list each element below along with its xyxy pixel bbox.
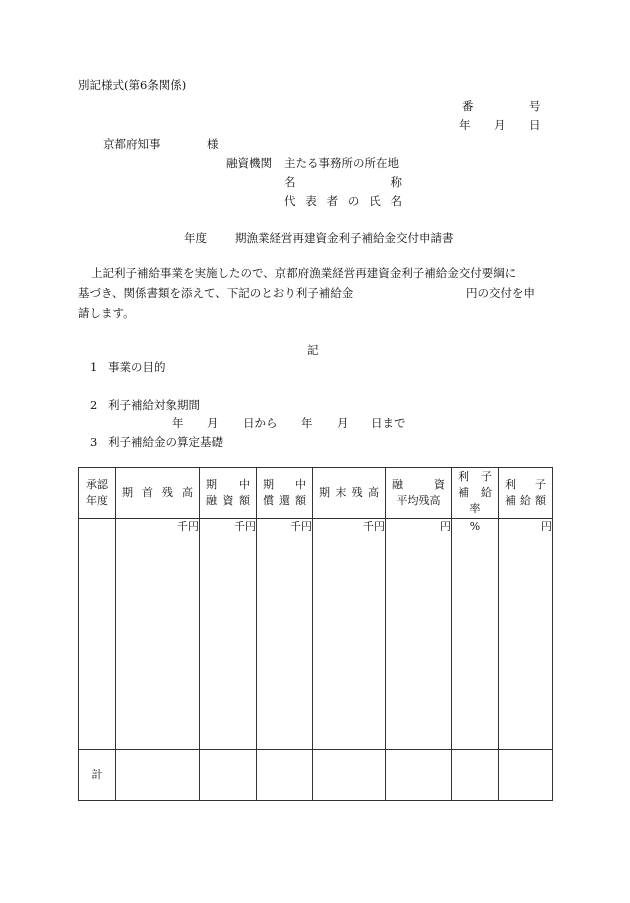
body-line-3: 請します。 [78, 306, 135, 320]
cell-subsidy-amount: 円 [499, 519, 553, 750]
period-day-2: 日まで [371, 416, 406, 430]
body-line-1: 上記利子補給事業を実施したので、京都府漁業経営再建資金利子補給金交付要綱に [91, 266, 517, 280]
total-average-balance [386, 749, 452, 800]
cell-period-loan: 千円 [200, 519, 257, 750]
section-1-label: 事業の目的 [108, 360, 166, 374]
period-year-1: 年 [172, 416, 184, 430]
header-subsidy-amount: 利 子 補 給 額 [499, 468, 553, 519]
date-day: 日 [529, 118, 541, 132]
table-row [79, 519, 553, 750]
header-period-loan: 期 中 融 資 額 [200, 468, 257, 519]
cell-closing-balance: 千円 [313, 519, 386, 750]
total-closing-balance [313, 749, 386, 800]
title-nendo: 年度 [184, 231, 207, 245]
total-opening-balance [116, 749, 200, 800]
header-subsidy-rate: 利 子 補 給 率 [452, 468, 499, 519]
cell-subsidy-rate: % [452, 519, 499, 750]
applicant-rep-label: 代 表 者 の 氏 名 [284, 194, 402, 208]
section-2-label: 利子補給対象期間 [108, 398, 200, 412]
total-period-repayment [257, 749, 313, 800]
addressee-sama: 様 [207, 137, 219, 151]
header-period-repayment: 期 中 償 還 額 [257, 468, 313, 519]
period-year-2: 年 [301, 416, 313, 430]
ki-heading: 記 [307, 343, 319, 357]
total-subsidy-rate [452, 749, 499, 800]
period-month-1: 月 [207, 416, 219, 430]
total-label: 計 [79, 749, 116, 800]
header-approval-year: 承認 年度 [79, 468, 116, 519]
header-average-balance: 融 資 平均残高 [386, 468, 452, 519]
table-header-row [79, 468, 553, 519]
page-title: 期漁業経営再建資金利子補給金交付申請書 [235, 231, 454, 245]
applicant-name-label: 名 称 [284, 175, 402, 189]
cell-average-balance: 円 [386, 519, 452, 750]
number-ban: 番 [462, 99, 474, 113]
period-day-1: 日から [243, 416, 278, 430]
period-month-2: 月 [337, 416, 349, 430]
body-line-2b: 円の交付を申 [466, 286, 535, 300]
total-subsidy-amount [499, 749, 553, 800]
total-period-loan [200, 749, 257, 800]
calculation-table [78, 467, 553, 801]
form-id: 別記様式(第6条関係) [78, 78, 187, 92]
section-1-num: 1 [90, 360, 98, 374]
section-3-num: 3 [90, 435, 98, 449]
number-go: 号 [529, 99, 541, 113]
header-closing-balance: 期 末 残 高 [313, 468, 386, 519]
header-opening-balance: 期 首 残 高 [116, 468, 200, 519]
table-total-row [79, 749, 553, 800]
cell-approval-year [79, 519, 116, 750]
date-year: 年 [459, 118, 471, 132]
applicant-institution: 融資機関 [226, 156, 272, 170]
section-3-label: 利子補給金の算定基礎 [108, 435, 223, 449]
cell-opening-balance: 千円 [116, 519, 200, 750]
cell-period-repayment: 千円 [257, 519, 313, 750]
body-line-2a: 基づき、関係書類を添えて、下記のとおり利子補給金 [78, 286, 354, 300]
applicant-address-label: 主たる事務所の所在地 [284, 156, 399, 170]
addressee-name: 京都府知事 [103, 137, 161, 151]
section-2-num: 2 [90, 398, 98, 412]
date-month: 月 [494, 118, 506, 132]
